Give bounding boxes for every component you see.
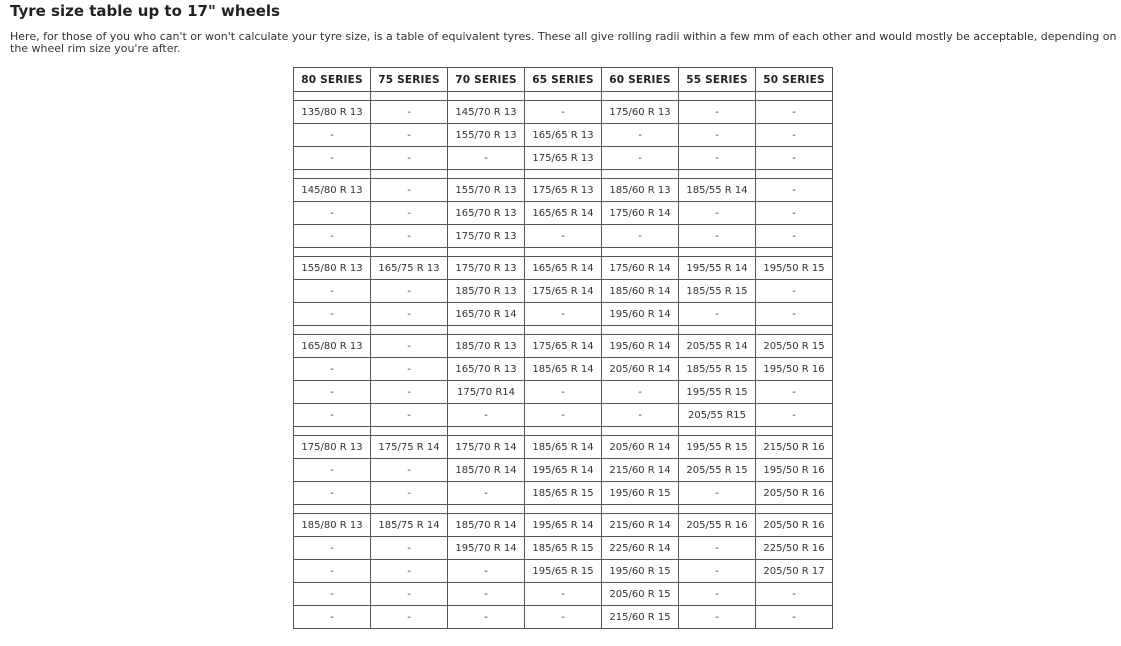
separator-cell	[679, 326, 756, 335]
tyre-size-cell: 175/65 R 13	[525, 147, 602, 170]
tyre-size-cell: -	[756, 606, 833, 629]
tyre-size-cell: 175/80 R 13	[294, 436, 371, 459]
tyre-size-cell: 165/65 R 13	[525, 124, 602, 147]
separator-cell	[371, 326, 448, 335]
tyre-size-cell: -	[371, 179, 448, 202]
separator-cell	[371, 505, 448, 514]
tyre-size-cell: -	[679, 202, 756, 225]
table-row	[294, 303, 833, 326]
tyre-size-cell: 185/70 R 14	[448, 514, 525, 537]
tyre-size-cell: -	[294, 358, 371, 381]
tyre-size-cell: -	[602, 124, 679, 147]
tyre-size-cell: -	[294, 606, 371, 629]
column-header-65-series: 65 SERIES	[525, 68, 602, 92]
tyre-size-cell: 205/55 R15	[679, 404, 756, 427]
tyre-size-cell: -	[371, 225, 448, 248]
tyre-size-cell: 185/55 R 15	[679, 280, 756, 303]
tyre-size-cell: 215/60 R 14	[602, 459, 679, 482]
tyre-size-cell: -	[525, 101, 602, 124]
page-title: Tyre size table up to 17" wheels	[10, 2, 280, 20]
tyre-size-cell: 165/70 R 13	[448, 358, 525, 381]
tyre-size-cell: -	[371, 147, 448, 170]
tyre-size-cell: 185/65 R 15	[525, 482, 602, 505]
tyre-size-cell: 195/60 R 14	[602, 303, 679, 326]
tyre-size-cell: 185/65 R 15	[525, 537, 602, 560]
tyre-size-cell: -	[371, 101, 448, 124]
tyre-size-cell: 165/80 R 13	[294, 335, 371, 358]
separator-cell	[448, 248, 525, 257]
table-row	[294, 147, 833, 170]
separator-cell	[602, 427, 679, 436]
table-row	[294, 583, 833, 606]
tyre-size-cell: -	[525, 583, 602, 606]
separator-cell	[602, 505, 679, 514]
group-separator	[294, 505, 833, 514]
tyre-size-cell: -	[448, 583, 525, 606]
intro-paragraph: Here, for those of you who can't or won't calculate your tyre size, is a table of equivalent tyres. These all give rolling radii within a few mm of each other and would mostly be acceptable, depending on the wheel rim size you're after.	[10, 30, 1117, 55]
tyre-size-cell: -	[294, 280, 371, 303]
tyre-size-cell: -	[679, 101, 756, 124]
tyre-size-cell: 175/60 R 14	[602, 202, 679, 225]
table-row	[294, 482, 833, 505]
tyre-size-cell: -	[679, 147, 756, 170]
group-separator	[294, 92, 833, 101]
tyre-size-cell: -	[448, 560, 525, 583]
tyre-size-cell: 195/65 R 15	[525, 560, 602, 583]
header-row	[294, 68, 833, 92]
tyre-size-cell: 185/80 R 13	[294, 514, 371, 537]
separator-cell	[756, 170, 833, 179]
separator-cell	[602, 92, 679, 101]
tyre-size-cell: 195/60 R 15	[602, 482, 679, 505]
separator-cell	[679, 170, 756, 179]
tyre-size-cell: 175/75 R 14	[371, 436, 448, 459]
tyre-size-cell: -	[756, 124, 833, 147]
tyre-size-cell: -	[525, 404, 602, 427]
separator-cell	[294, 170, 371, 179]
tyre-size-cell: -	[602, 147, 679, 170]
tyre-size-cell: 185/60 R 14	[602, 280, 679, 303]
tyre-size-cell: -	[294, 459, 371, 482]
tyre-size-cell: 175/70 R 13	[448, 225, 525, 248]
tyre-size-cell: -	[756, 147, 833, 170]
tyre-size-cell: 185/60 R 13	[602, 179, 679, 202]
tyre-size-cell: -	[371, 202, 448, 225]
tyre-size-cell: 205/60 R 15	[602, 583, 679, 606]
tyre-size-cell: -	[294, 560, 371, 583]
tyre-size-cell: 215/60 R 14	[602, 514, 679, 537]
tyre-size-cell: -	[294, 404, 371, 427]
tyre-size-cell: 175/70 R 13	[448, 257, 525, 280]
table-row	[294, 101, 833, 124]
tyre-size-cell: -	[602, 381, 679, 404]
tyre-size-cell: -	[602, 225, 679, 248]
tyre-size-cell: -	[294, 124, 371, 147]
column-header-60-series: 60 SERIES	[602, 68, 679, 92]
separator-cell	[371, 248, 448, 257]
tyre-size-cell: 175/60 R 13	[602, 101, 679, 124]
tyre-size-cell: 225/60 R 14	[602, 537, 679, 560]
tyre-size-cell: 185/65 R 14	[525, 436, 602, 459]
tyre-size-cell: 205/60 R 14	[602, 436, 679, 459]
tyre-size-cell: -	[679, 225, 756, 248]
tyre-size-cell: 195/70 R 14	[448, 537, 525, 560]
tyre-size-cell: -	[294, 303, 371, 326]
group-separator	[294, 326, 833, 335]
separator-cell	[525, 92, 602, 101]
tyre-size-cell: 195/55 R 15	[679, 436, 756, 459]
tyre-size-cell: 185/55 R 14	[679, 179, 756, 202]
tyre-size-cell: -	[371, 459, 448, 482]
separator-cell	[756, 248, 833, 257]
table-header	[294, 68, 833, 92]
tyre-size-cell: -	[756, 583, 833, 606]
tyre-size-cell: -	[448, 482, 525, 505]
separator-cell	[679, 248, 756, 257]
tyre-size-cell: 195/65 R 14	[525, 514, 602, 537]
table-row	[294, 436, 833, 459]
tyre-size-cell: 155/70 R 13	[448, 124, 525, 147]
tyre-size-cell: 165/70 R 14	[448, 303, 525, 326]
separator-cell	[602, 248, 679, 257]
separator-cell	[756, 427, 833, 436]
tyre-size-cell: -	[371, 560, 448, 583]
separator-cell	[756, 92, 833, 101]
tyre-size-cell: 205/50 R 16	[756, 482, 833, 505]
separator-cell	[294, 326, 371, 335]
tyre-size-cell: -	[371, 606, 448, 629]
tyre-size-cell: -	[371, 124, 448, 147]
tyre-size-cell: 195/50 R 16	[756, 358, 833, 381]
table-row	[294, 257, 833, 280]
separator-cell	[602, 170, 679, 179]
tyre-size-cell: -	[679, 303, 756, 326]
separator-cell	[448, 505, 525, 514]
tyre-size-cell: 145/80 R 13	[294, 179, 371, 202]
separator-cell	[756, 326, 833, 335]
separator-cell	[371, 170, 448, 179]
table-row	[294, 514, 833, 537]
separator-cell	[525, 170, 602, 179]
tyre-size-cell: 185/75 R 14	[371, 514, 448, 537]
tyre-size-cell: 195/60 R 15	[602, 560, 679, 583]
tyre-size-cell: 215/60 R 15	[602, 606, 679, 629]
separator-cell	[294, 505, 371, 514]
table-row	[294, 202, 833, 225]
tyre-size-cell: 145/70 R 13	[448, 101, 525, 124]
tyre-size-cell: -	[756, 202, 833, 225]
table-row	[294, 124, 833, 147]
tyre-size-cell: 175/70 R14	[448, 381, 525, 404]
tyre-size-cell: -	[371, 381, 448, 404]
tyre-size-cell: -	[448, 404, 525, 427]
tyre-size-cell: 185/70 R 13	[448, 335, 525, 358]
tyre-size-cell: 195/55 R 14	[679, 257, 756, 280]
tyre-size-cell: 165/65 R 14	[525, 257, 602, 280]
tyre-size-cell: 165/70 R 13	[448, 202, 525, 225]
tyre-size-cell: -	[679, 482, 756, 505]
tyre-size-cell: 205/55 R 15	[679, 459, 756, 482]
tyre-size-cell: 185/70 R 14	[448, 459, 525, 482]
tyre-size-cell: -	[371, 583, 448, 606]
tyre-size-cell: -	[294, 583, 371, 606]
table-row	[294, 358, 833, 381]
tyre-size-cell: 195/60 R 14	[602, 335, 679, 358]
tyre-size-cell: -	[294, 147, 371, 170]
separator-cell	[448, 326, 525, 335]
tyre-size-cell: -	[371, 280, 448, 303]
column-header-75-series: 75 SERIES	[371, 68, 448, 92]
tyre-size-cell: 135/80 R 13	[294, 101, 371, 124]
separator-cell	[525, 505, 602, 514]
separator-cell	[294, 427, 371, 436]
table-row	[294, 606, 833, 629]
tyre-size-cell: -	[448, 606, 525, 629]
tyre-size-cell: 175/65 R 13	[525, 179, 602, 202]
tyre-size-cell: -	[448, 147, 525, 170]
tyre-size-cell: -	[679, 537, 756, 560]
separator-cell	[371, 427, 448, 436]
tyre-size-cell: -	[371, 335, 448, 358]
tyre-size-cell: 185/55 R 15	[679, 358, 756, 381]
tyre-size-cell: -	[371, 358, 448, 381]
separator-cell	[679, 505, 756, 514]
table-row	[294, 179, 833, 202]
tyre-size-cell: 205/60 R 14	[602, 358, 679, 381]
table-row	[294, 381, 833, 404]
separator-cell	[525, 248, 602, 257]
tyre-size-cell: 155/70 R 13	[448, 179, 525, 202]
tyre-size-cell: -	[756, 225, 833, 248]
table-row	[294, 225, 833, 248]
tyre-size-cell: -	[756, 179, 833, 202]
tyre-size-cell: -	[602, 404, 679, 427]
tyre-size-cell: -	[371, 303, 448, 326]
tyre-size-cell: 155/80 R 13	[294, 257, 371, 280]
tyre-size-cell: -	[371, 537, 448, 560]
column-header-50-series: 50 SERIES	[756, 68, 833, 92]
separator-cell	[525, 326, 602, 335]
tyre-size-cell: -	[294, 381, 371, 404]
table-row	[294, 560, 833, 583]
tyre-size-cell: -	[294, 225, 371, 248]
tyre-size-cell: -	[294, 202, 371, 225]
tyre-size-cell: -	[371, 404, 448, 427]
tyre-size-cell: -	[371, 482, 448, 505]
table-body	[294, 92, 833, 629]
tyre-size-cell: -	[756, 404, 833, 427]
tyre-size-cell: -	[679, 560, 756, 583]
tyre-size-cell: 165/75 R 13	[371, 257, 448, 280]
separator-cell	[448, 427, 525, 436]
table-row	[294, 537, 833, 560]
tyre-size-cell: -	[756, 101, 833, 124]
tyre-size-cell: -	[679, 606, 756, 629]
table-row	[294, 335, 833, 358]
tyre-size-cell: 225/50 R 16	[756, 537, 833, 560]
separator-cell	[371, 92, 448, 101]
separator-cell	[294, 92, 371, 101]
tyre-size-cell: -	[525, 381, 602, 404]
tyre-size-cell: 195/65 R 14	[525, 459, 602, 482]
table-row	[294, 280, 833, 303]
group-separator	[294, 248, 833, 257]
tyre-size-cell: -	[525, 225, 602, 248]
tyre-size-cell: 205/50 R 16	[756, 514, 833, 537]
separator-cell	[525, 427, 602, 436]
tyre-size-cell: -	[756, 381, 833, 404]
tyre-size-cell: 185/65 R 14	[525, 358, 602, 381]
column-header-70-series: 70 SERIES	[448, 68, 525, 92]
table-row	[294, 459, 833, 482]
group-separator	[294, 427, 833, 436]
separator-cell	[448, 170, 525, 179]
tyre-size-table	[293, 67, 833, 629]
tyre-size-cell: 175/65 R 14	[525, 280, 602, 303]
tyre-size-cell: 205/55 R 16	[679, 514, 756, 537]
tyre-size-cell: 205/50 R 15	[756, 335, 833, 358]
tyre-size-cell: -	[756, 280, 833, 303]
tyre-size-cell: 175/60 R 14	[602, 257, 679, 280]
tyre-size-cell: -	[679, 124, 756, 147]
tyre-size-cell: -	[294, 482, 371, 505]
tyre-size-cell: 215/50 R 16	[756, 436, 833, 459]
separator-cell	[756, 505, 833, 514]
separator-cell	[679, 427, 756, 436]
tyre-size-cell: 175/70 R 14	[448, 436, 525, 459]
group-separator	[294, 170, 833, 179]
tyre-size-cell: 195/55 R 15	[679, 381, 756, 404]
tyre-size-cell: 175/65 R 14	[525, 335, 602, 358]
separator-cell	[294, 248, 371, 257]
tyre-size-cell: 195/50 R 16	[756, 459, 833, 482]
tyre-size-cell: -	[679, 583, 756, 606]
separator-cell	[679, 92, 756, 101]
tyre-size-cell: 165/65 R 14	[525, 202, 602, 225]
tyre-size-cell: -	[525, 303, 602, 326]
column-header-80-series: 80 SERIES	[294, 68, 371, 92]
column-header-55-series: 55 SERIES	[679, 68, 756, 92]
tyre-size-cell: -	[756, 303, 833, 326]
separator-cell	[602, 326, 679, 335]
tyre-size-cell: 205/55 R 14	[679, 335, 756, 358]
tyre-size-cell: 185/70 R 13	[448, 280, 525, 303]
tyre-size-cell: 195/50 R 15	[756, 257, 833, 280]
table-row	[294, 404, 833, 427]
separator-cell	[448, 92, 525, 101]
tyre-size-cell: 205/50 R 17	[756, 560, 833, 583]
tyre-size-cell: -	[525, 606, 602, 629]
tyre-size-cell: -	[294, 537, 371, 560]
